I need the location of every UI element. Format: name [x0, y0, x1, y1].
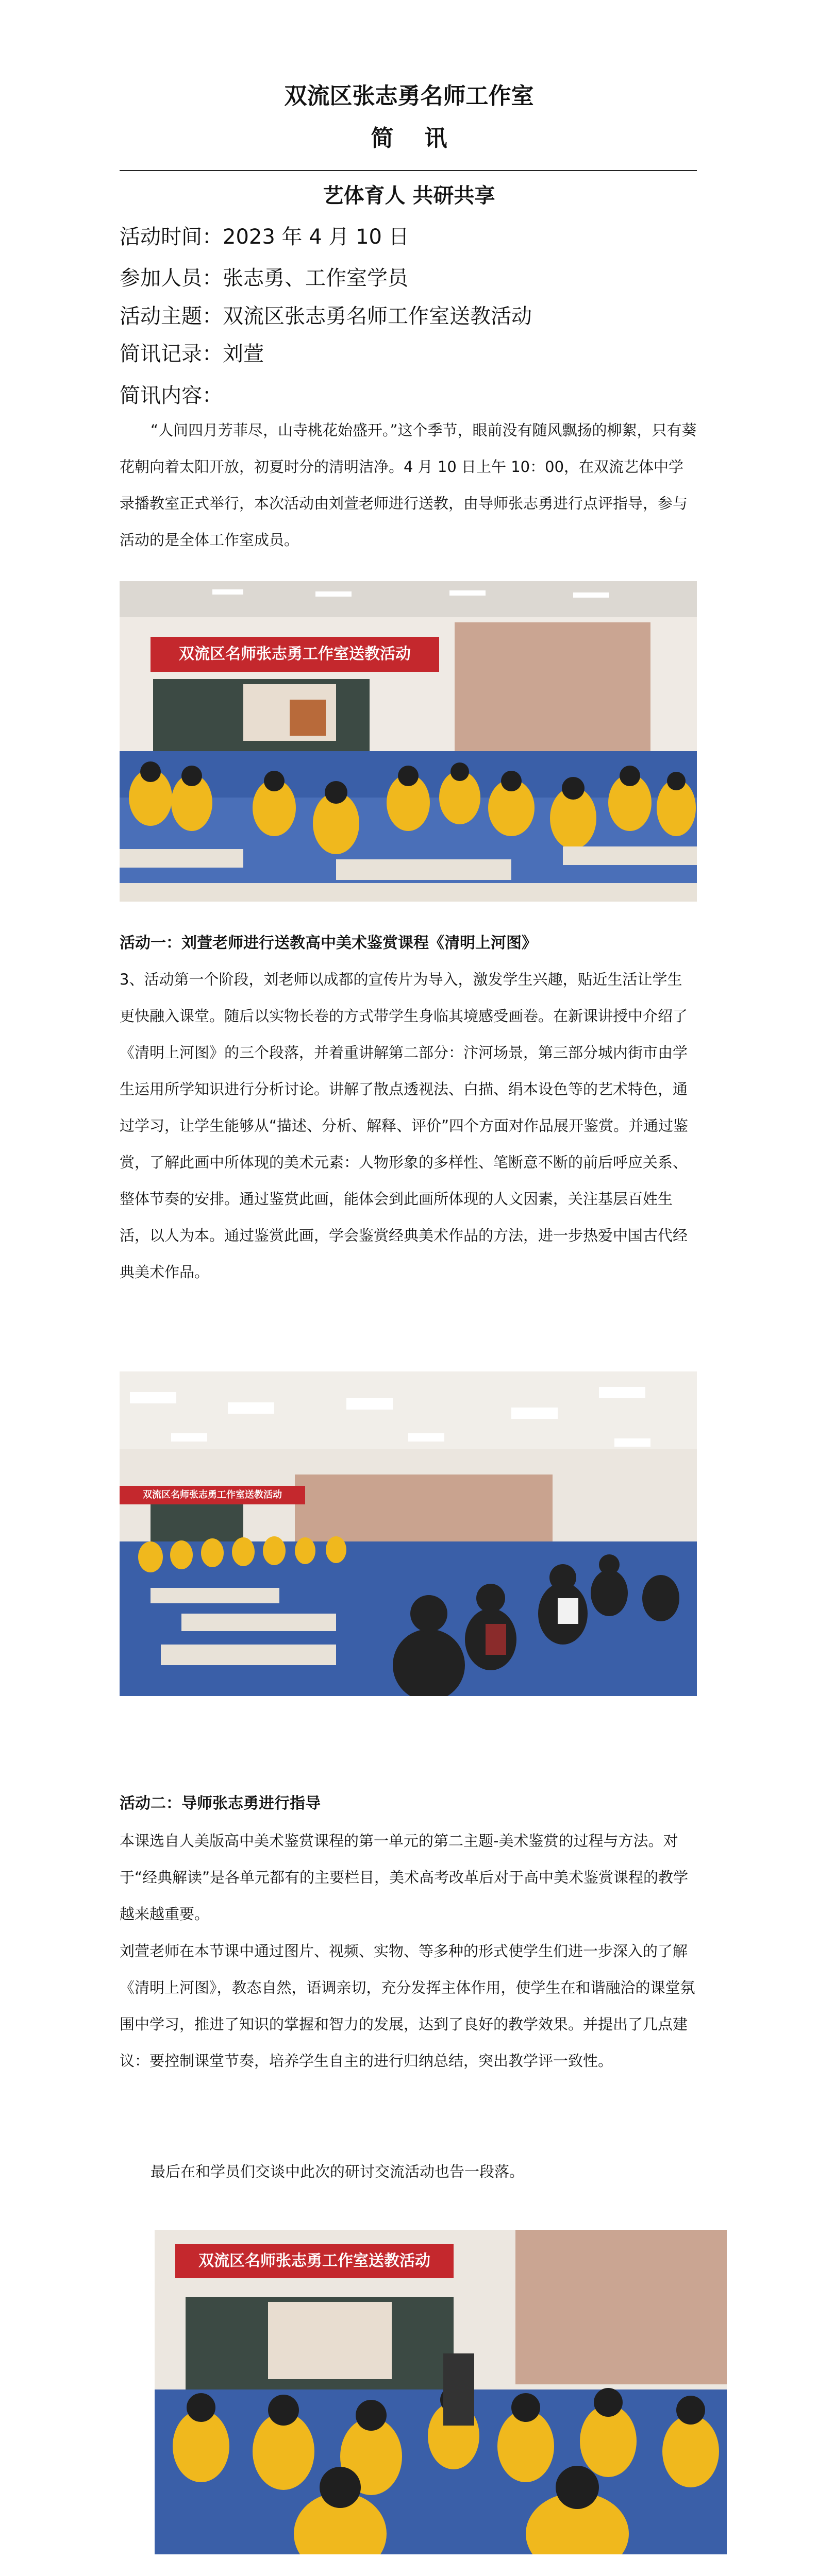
activity2-paragraph-1: 本课选自人美版高中美术鉴赏课程的第一单元的第二主题-美术鉴赏的过程与方法。对于“经典解读”是各单元都有的主要栏目，美术高考改革后对于高中美术鉴赏课程的教学越来越重要。 — [120, 1832, 689, 1923]
activity2-title: 活动二：导师张志勇进行指导 — [120, 1794, 321, 1812]
org-title: 双流区张志勇名师工作室 — [284, 83, 534, 109]
banner: 双流区名师张志勇工作室送教活动 — [151, 637, 439, 672]
header-divider — [120, 170, 697, 171]
activity2-paragraph-3: 最后在和学员们交谈中此次的研讨交流活动也告一段落。 — [151, 2163, 525, 2180]
banner-small: 双流区名师张志勇工作室送教活动 — [120, 1486, 305, 1504]
theme-title: 艺体育人 共研共享 — [323, 184, 495, 208]
activity1-title: 活动一：刘萱老师进行送教高中美术鉴赏课程《清明上河图》 — [120, 934, 537, 952]
recorder: 简讯记录：刘萱 — [120, 342, 264, 366]
activity-topic: 活动主题：双流区张志勇名师工作室送教活动 — [120, 304, 532, 328]
doc-type: 简讯 — [371, 125, 478, 151]
classroom-photo-1 — [120, 581, 697, 902]
activity2-paragraph-2: 刘萱老师在本节课中通过图片、视频、实物、等多种的形式使学生们进一步深入的了解《清明上河图》，教态自然，语调亲切，充分发挥主体作用，使学生在和谐融洽的课堂氛围中学习，推进了知识的掌握和智力的发展，达到了良好的教学效果。并提出了几点建议：要控制课堂节奏，培养学生自主的进行归纳总结，突出教学评一致性。 — [120, 1942, 695, 2070]
classroom-photo-3 — [155, 2230, 727, 2554]
banner-photo-3: 双流区名师张志勇工作室送教活动 — [175, 2244, 454, 2278]
participants: 参加人员：张志勇、工作室学员 — [120, 266, 408, 290]
intro-paragraph: “人间四月芳菲尽，山寺桃花始盛开。”这个季节，眼前没有随风飘扬的柳絮，只有葵花朝向着太阳开放，初夏时分的清明洁净。4 月 10 日上午 10：00，在双流艺体中学录播教室正式举行，本次活动由刘萱老师进行送教，由导师张志勇进行点评指导，参与活动的是全体工作室成员。 — [120, 421, 697, 549]
activity-time: 活动时间：2023 年 4 月 10 日 — [120, 225, 409, 249]
content-label: 简讯内容： — [120, 384, 223, 408]
activity1-body: 3、活动第一个阶段，刘老师以成都的宣传片为导入，激发学生兴趣，贴近生活让学生更快融入课堂。随后以实物长卷的方式带学生身临其境感受画卷。在新课讲授中介绍了《清明上河图》的三个段落，并着重讲解第二部分：汴河场景，第三部分城内街市由学生运用所学知识进行分析讨论。讲解了散点透视法、白描、绢本设色等的艺术特色，通过学习，让学生能够从“描述、分析、解释、评价”四个方面对作品展开鉴赏。并通过鉴赏，了解此画中所体现的美术元素：人物形象的多样性、笔断意不断的前后呼应关系、整体节奏的安排。通过鉴赏此画，能体会到此画所体现的人文因素，关注基层百姓生活，以人为本。通过鉴赏此画，学会鉴赏经典美术作品的方法，进一步热爱中国古代经典美术作品。 — [120, 971, 689, 1281]
classroom-photo-2 — [120, 1371, 697, 1696]
